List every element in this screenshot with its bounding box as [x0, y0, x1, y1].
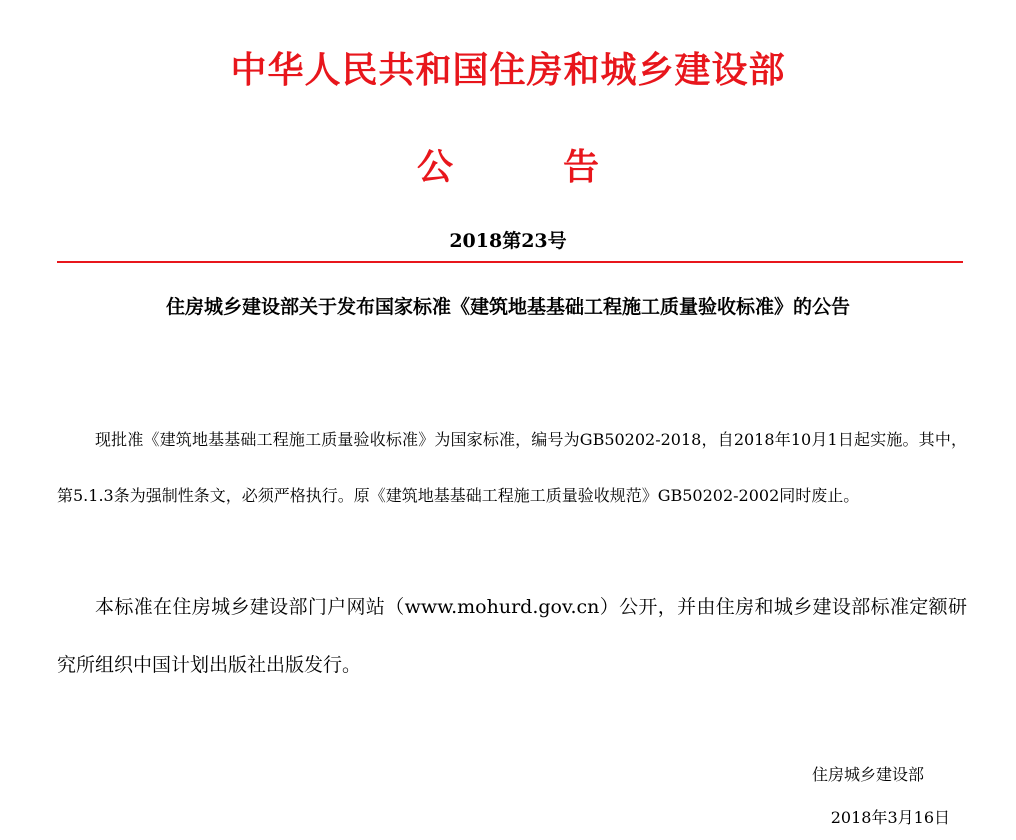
signature-date: 2018年3月16日 — [830, 808, 950, 827]
body-paragraph-1: 现批准《建筑地基基础工程施工质量验收标准》为国家标准，编号为GB50202-2018，自2018年10月1日起实施。其中，第5.1.3条为强制性条文，必须严格执行。原《建筑地基基础工程施工质量验收规范》GB50202-2002同时废止。 — [57, 430, 967, 505]
signature-organization: 住房城乡建设部 — [811, 765, 924, 784]
notice-title: 公告 — [416, 146, 709, 188]
notice-subject: 住房城乡建设部关于发布国家标准《建筑地基基础工程施工质量验收标准》的公告 — [165, 296, 850, 318]
document-number: 2018第23号 — [449, 230, 567, 252]
body-paragraph-2: 本标准在住房城乡建设部门户网站（www.mohurd.gov.cn）公开，并由住房和城乡建设部标准定额研究所组织中国计划出版社出版发行。 — [57, 596, 967, 676]
header-divider — [57, 261, 963, 263]
issuing-agency-heading: 中华人民共和国住房和城乡建设部 — [230, 49, 786, 91]
